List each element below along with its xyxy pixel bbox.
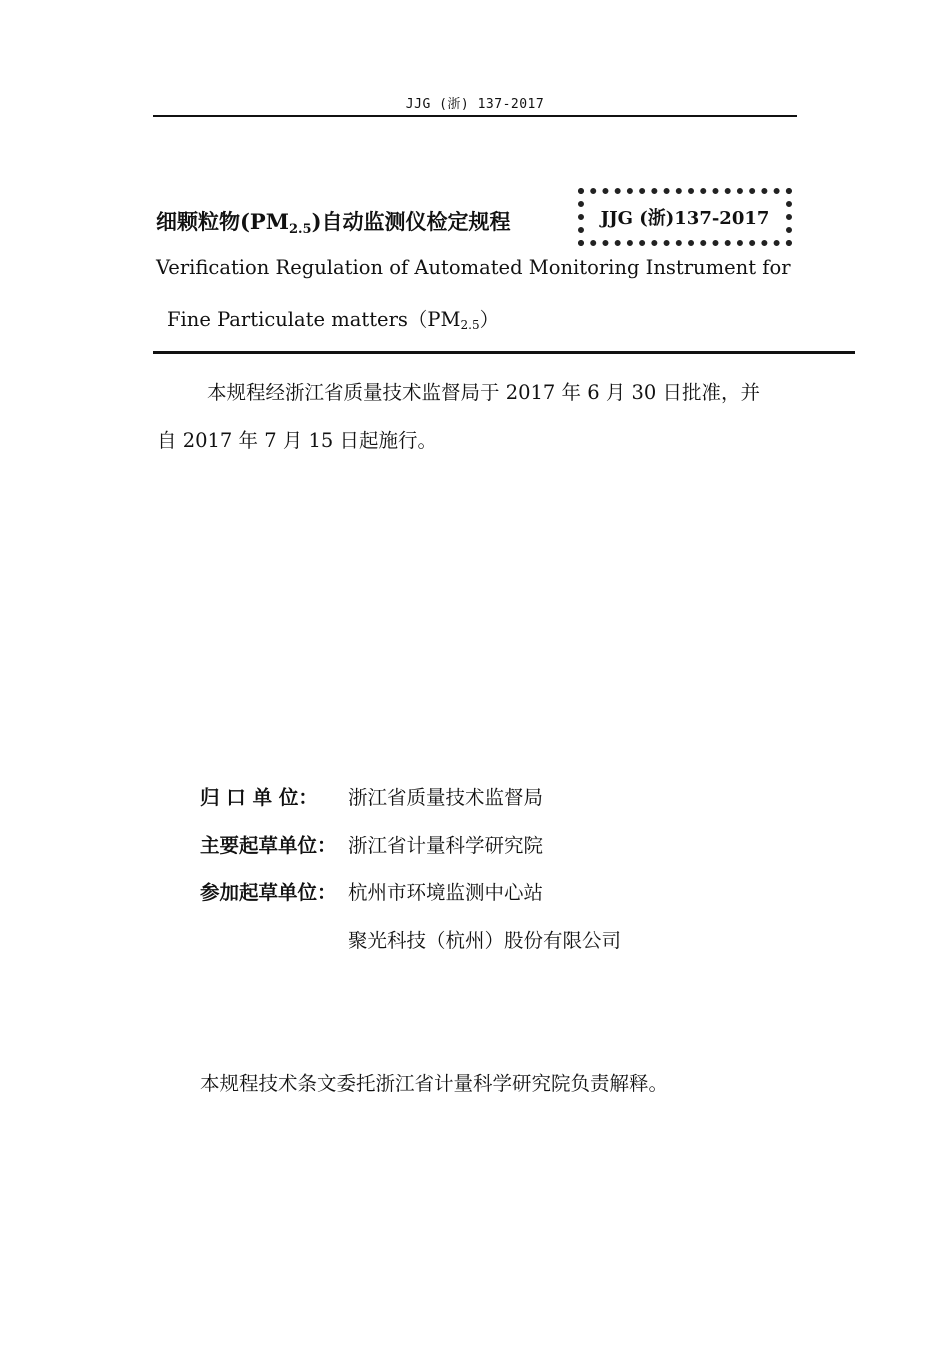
interpretation-note: 本规程技术条文委托浙江省计量科学研究院负责解释。 [200, 1072, 669, 1095]
participating-drafter-value: 聚光科技（杭州）股份有限公司 [348, 929, 622, 952]
participating-drafter-value: 杭州市环境监测中心站 [348, 881, 544, 904]
main-drafter-label: 主要起草单位： [200, 834, 337, 857]
title-divider [153, 351, 855, 354]
header-divider [153, 115, 797, 117]
title-chinese-subscript: 2.5 [288, 222, 312, 237]
title-english-line1: Verification Regulation of Automated Monitoring Instrument for [156, 256, 791, 279]
responsible-unit-value: 浙江省质量技术监督局 [348, 786, 544, 809]
responsible-unit-row [200, 782, 543, 810]
title-english-prefix: Fine Particulate matters（PM [167, 308, 461, 331]
main-drafter-value: 浙江省计量科学研究院 [348, 834, 544, 857]
regulation-code-box [578, 188, 792, 246]
title-english-subscript: 2.5 [460, 318, 480, 332]
regulation-code: JJG (浙)137-2017 [600, 208, 770, 229]
participating-drafter-row [200, 877, 543, 905]
participating-drafter-row [200, 925, 621, 953]
title-chinese-suffix: )自动监测仪检定规程 [311, 209, 511, 234]
participating-drafter-label: 参加起草单位： [200, 881, 337, 904]
main-drafter-row [200, 830, 543, 858]
participating-drafter-label-spacer [200, 925, 348, 953]
title-english-line2 [167, 304, 499, 332]
title-chinese-prefix: 细颗粒物(PM [156, 209, 289, 234]
title-chinese [156, 206, 511, 237]
approval-statement-line2: 自 2017 年 7 月 15 日起施行。 [157, 429, 438, 452]
title-english-suffix: ） [479, 308, 500, 331]
responsible-unit-label: 归 口 单 位： [200, 786, 318, 809]
approval-statement-line1: 本规程经浙江省质量技术监督局于 2017 年 6 月 30 日批准，并 [207, 381, 761, 404]
running-header: JJG (浙) 137-2017 [405, 97, 545, 112]
